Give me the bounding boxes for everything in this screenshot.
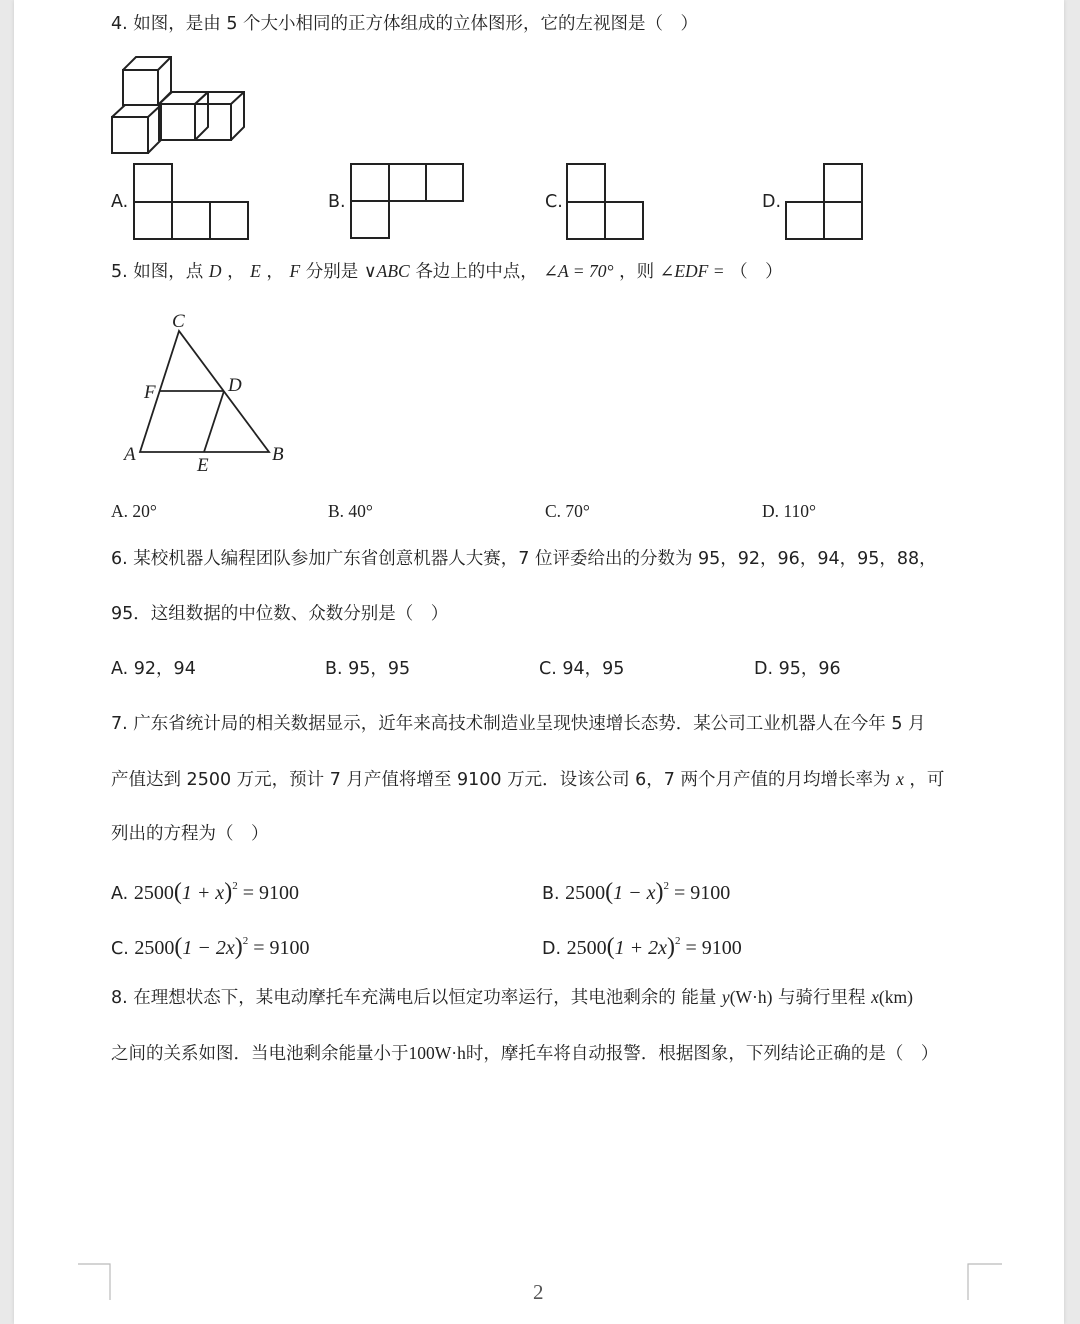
q7-option-b: B. $2500(1 - x)^2 = 9100$ (542, 879, 731, 905)
q4-option-c-label: C. (545, 192, 563, 212)
q5-angle-edf: ∠EDF = (659, 261, 725, 281)
q6-line1: 6. 某校机器人编程团队参加广东省创意机器人大赛，7 位评委给出的分数为 95，92，96，94，95，88， (111, 549, 937, 569)
q4-option-a-label: A. (111, 192, 129, 212)
q8-line2: 之间的关系如图．当电池剩余能量小于100W·h时，摩托车将自动报警．根据图象，下列结论正确的是（ ） (111, 1043, 939, 1064)
q6-option-b: B. 95，95 (325, 659, 411, 679)
q4-option-b-label: B. (328, 192, 346, 212)
document-page (14, 0, 1064, 1324)
q8-variable-y: y (721, 987, 730, 1007)
q5-option-b: B. 40° (328, 501, 373, 521)
q8-unit-wh: (W·h) (729, 987, 773, 1007)
q8-unit-km: (km) (878, 987, 913, 1007)
q7-variable-x: x (896, 769, 904, 789)
q6-line2: 95．这组数据的中位数、众数分别是（ ） (111, 604, 449, 624)
q7-line1: 7. 广东省统计局的相关数据显示，近年来高技术制造业呈现快速增长态势．某公司工业机器人在今年 5 月 (111, 714, 926, 734)
q7-option-d: D. $2500(1 + 2x)^2 = 9100$ (542, 934, 742, 960)
q5-triangle: ∨ABC (363, 261, 410, 281)
q5-point-d: D (208, 261, 222, 281)
q5-mid1: 分别是 (305, 262, 359, 282)
q5-label-c: C (172, 311, 185, 332)
q5-label-e: E (197, 455, 209, 476)
q5-label-b: B (272, 444, 284, 465)
q6-option-a: A. 92，94 (111, 659, 196, 679)
q4-option-b-figure (349, 161, 469, 243)
page-number: 2 (533, 1280, 544, 1304)
q5-option-d: D. 110° (762, 501, 816, 521)
q4-cube-figure (104, 50, 264, 160)
q5-mid2: 各边上的中点， (415, 262, 538, 282)
crop-mark-right (964, 1262, 1004, 1302)
crop-mark-left (76, 1262, 116, 1302)
q5-angle-a: ∠A = 70° (543, 261, 614, 281)
q7-line2: 产值达到 2500 万元，预计 7 月产值将增至 9100 万元．设该公司 6，7 两个月产值的月均增长率为 x ，可 (111, 769, 945, 790)
q4-stem: 4. 如图，是由 5 个大小相同的正方体组成的立体图形，它的左视图是（ ） (111, 14, 699, 34)
q5-label-f: F (144, 382, 156, 403)
q6-option-d: D. 95，96 (754, 659, 841, 679)
q5-option-c: C. 70° (545, 501, 590, 521)
q5-label-a: A (124, 444, 136, 465)
q5-end: （ ） (730, 262, 783, 282)
q6-option-c: C. 94，95 (539, 659, 625, 679)
q7-option-c: C. $2500(1 - 2x)^2 = 9100$ (111, 934, 310, 960)
q5-triangle-figure (104, 305, 304, 480)
q4-option-c-figure (565, 161, 649, 243)
q5-label-d: D (228, 375, 242, 396)
q5-prefix: 5. 如图，点 (111, 262, 204, 282)
q8-threshold: 100W·h (408, 1043, 466, 1063)
q5-mid3: ，则 (619, 262, 655, 282)
q4-option-d-label: D. (762, 192, 782, 212)
q8-line1: 8. 在理想状态下，某电动摩托车充满电后以恒定功率运行，其电池剩余的 能量 y(W·h) 与骑行里程 x(km) (111, 987, 913, 1008)
q7-option-a: A. $2500(1 + x)^2 = 9100$ (111, 879, 299, 905)
q8-variable-x: x (871, 987, 879, 1007)
q4-option-d-figure (784, 161, 868, 243)
q5-point-e: E (250, 261, 261, 281)
q5-stem: 5. 如图，点 D ， E ， F 分别是 ∨ABC 各边上的中点， ∠A = 70° ，则 ∠EDF = （ ） (111, 261, 783, 282)
q7-line3: 列出的方程为（ ） (111, 824, 269, 844)
q4-option-a-figure (132, 161, 252, 243)
q5-point-f: F (289, 261, 301, 281)
q5-option-a: A. 20° (111, 501, 157, 521)
